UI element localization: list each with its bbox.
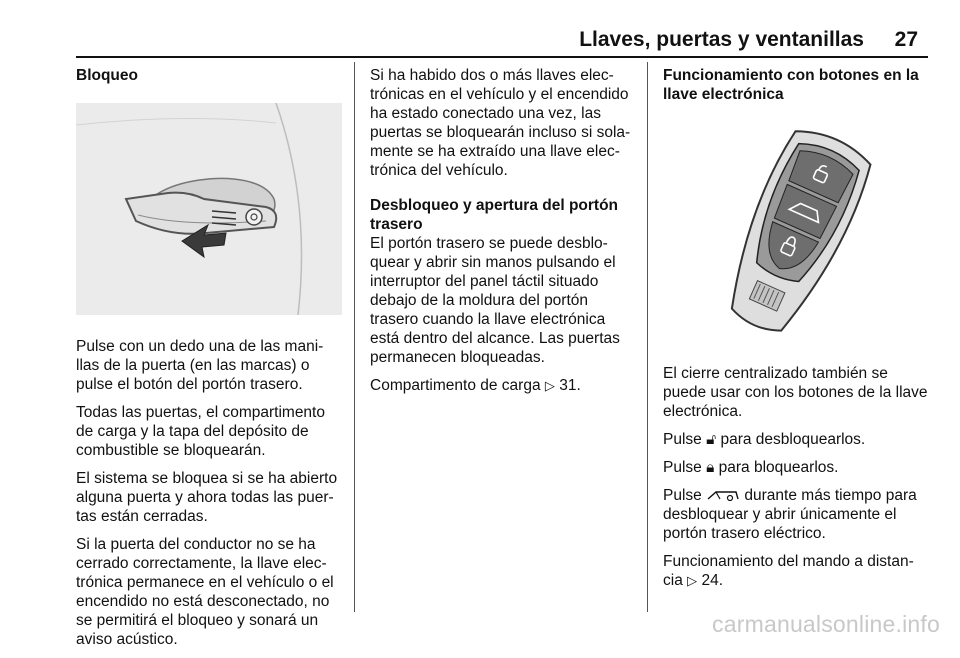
column-left [76,66,342,658]
door-handle-illustration [76,103,342,315]
heading-bloqueo: Bloqueo [76,67,138,84]
paragraph: Si ha habido dos o más llaves elec- trónicas en el vehículo y el encendido ha estado conectado una vez, las puertas se bloquearán incluso si sola- mente se ha extraído una llave elec- trónica del vehículo. [370,67,631,179]
section-title: Llaves, puertas y ventanillas [579,28,864,51]
paragraph: El portón trasero se puede desblo- quear y abrir sin manos pulsando el interruptor del panel táctil situado debajo de la moldura del portón trasero cuando la llave electrónica está dentro del alcance. Las puertas permanecen bloqueadas. [370,235,620,366]
column-right [663,66,929,599]
page-reference-icon: ▷ [687,573,698,588]
lock-icon: 🔒︎ [706,459,715,476]
paragraph: Todas las puertas, el compartimento de carga y la tapa del depósito de combustible se bloquearán. [76,404,325,459]
paragraph: El sistema se bloquea si se ha abierto alguna puerta y ahora todas las puer- tas están cerradas. [76,470,338,525]
paragraph: Pulse con un dedo una de las mani- llas de la puerta (en las marcas) o pulse el botón del portón trasero. [76,338,324,393]
unlock-icon: 🔓︎ [706,431,717,448]
paragraph-lock: Pulse 🔒︎ para bloquearlos. [663,459,839,476]
header-rule [76,56,928,58]
tailgate-icon [706,489,740,501]
paragraph: El cierre centralizado también se puede usar con los botones de la llave electrónica. [663,365,928,420]
heading-desbloqueo: Desbloqueo y apertura del portón trasero [370,197,619,233]
page-header [76,22,928,56]
paragraph-unlock: Pulse 🔓︎ para desbloquearlos. [663,431,866,448]
reference-page: 31. [559,377,581,394]
electronic-key-illustration [663,116,929,346]
watermark: carmanualsonline.info [712,611,940,637]
column-divider [354,62,355,612]
page-number: 27 [894,28,918,51]
paragraph-tailgate: Pulse durante más tiempo para desbloquear y abrir únicamente el portón trasero eléctrico. [663,487,917,542]
paragraph: Si la puerta del conductor no se ha cerrado correctamente, la llave elec- trónica permanece en el vehículo o el encendido no está desconectado, no se permitirá el bloqueo y sonará un aviso acústico. [76,536,334,648]
heading-funcionamiento: Funcionamiento con botones en la llave electrónica [663,67,919,103]
column-divider [647,62,648,612]
reference-text: Compartimento de carga [370,377,541,394]
reference-page: 24. [701,572,724,589]
reference-text: Funcionamiento del mando a distan- cia [663,553,914,589]
cross-reference [370,376,636,395]
column-middle [370,66,636,404]
page-reference-icon: ▷ [544,378,555,393]
cross-reference [663,552,929,590]
